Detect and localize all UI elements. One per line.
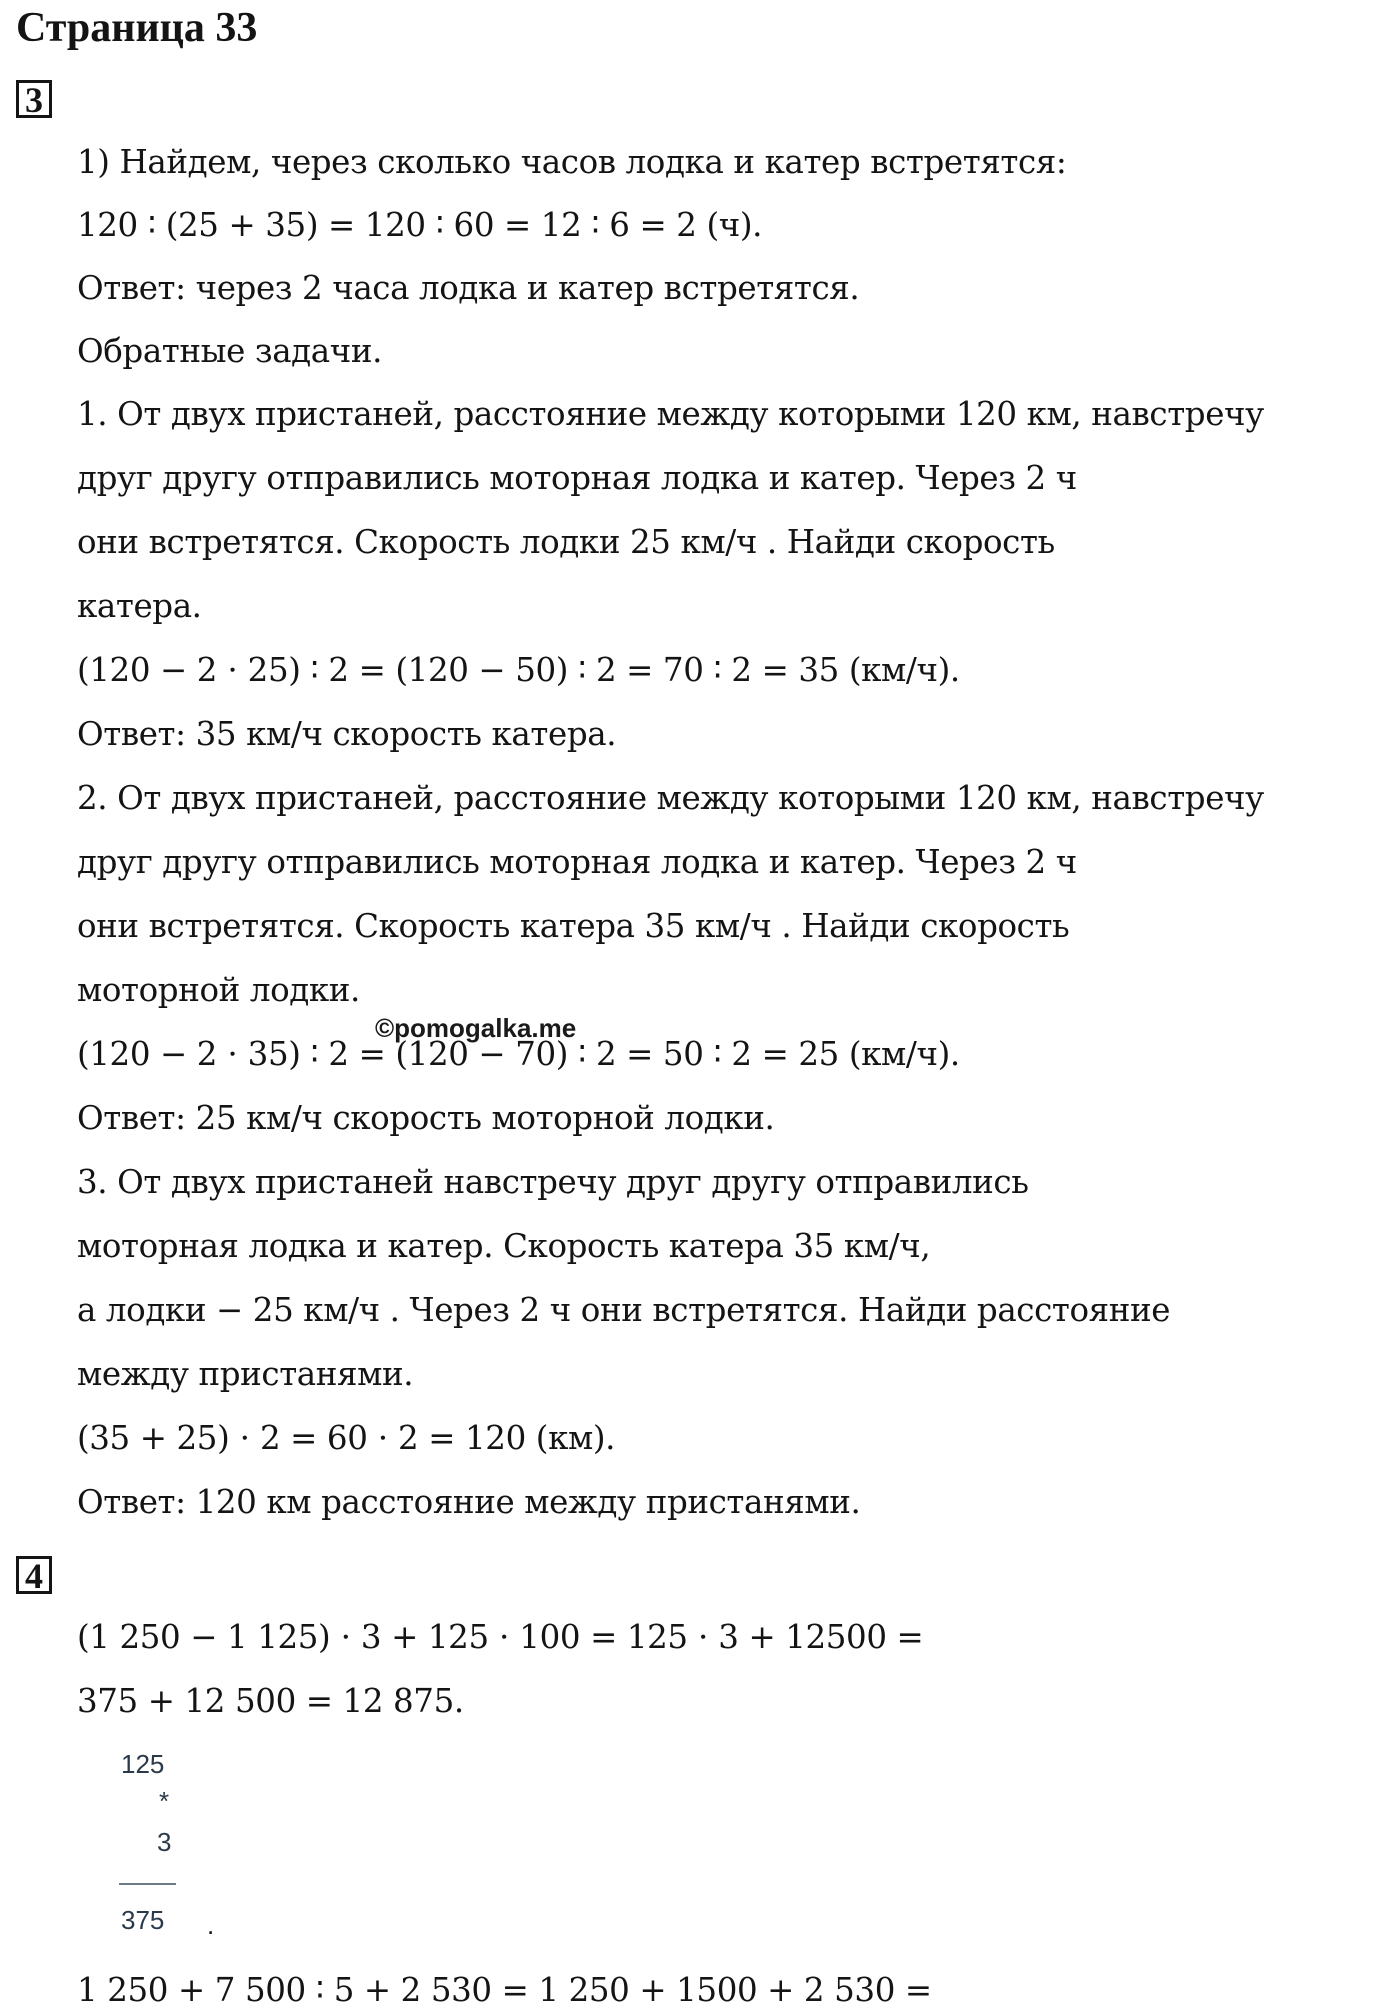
task3-line-17: 3. От двух пристаней навстречу друг другу отправились	[77, 1163, 1029, 1201]
column-calc-bottom: 3	[157, 1827, 172, 1857]
task3-line-18: моторная лодка и катер. Скорость катера 35 км/ч,	[77, 1227, 931, 1265]
task3-line-6: друг другу отправились моторная лодка и катер. Через 2 ч	[77, 459, 1077, 497]
column-calc-rule	[119, 1883, 176, 1885]
column-calc-trailing-dot: .	[207, 1910, 215, 1940]
task4-line-3: 1 250 + 7 500 ∶ 5 + 2 530 = 1 250 + 1500 + 2 530 =	[77, 1971, 932, 2009]
task3-line-16: Ответ: 25 км/ч скорость моторной лодки.	[77, 1099, 775, 1137]
task3-line-1: 1) Найдем, через сколько часов лодка и катер встретятся:	[77, 143, 1067, 181]
task3-line-8: катера.	[77, 587, 202, 625]
task-number-3: 3	[16, 80, 52, 118]
column-calc-result: 375	[121, 1905, 165, 1935]
task3-line-20: между пристанями.	[77, 1355, 414, 1393]
task3-line-14: моторной лодки.	[77, 971, 360, 1009]
task3-line-2: 120 ∶ (25 + 35) = 120 ∶ 60 = 12 ∶ 6 = 2 (ч).	[77, 206, 763, 244]
task3-line-5: 1. От двух пристаней, расстояние между которыми 120 км, навстречу	[77, 395, 1264, 433]
task4-line-1: (1 250 − 1 125) ⋅ 3 + 125 ⋅ 100 = 125 ⋅ 3 + 12500 =	[77, 1618, 924, 1656]
task3-line-22: Ответ: 120 км расстояние между пристанями.	[77, 1483, 861, 1521]
watermark: ©pomogalka.me	[375, 1013, 577, 1043]
task3-line-4: Обратные задачи.	[77, 332, 383, 370]
task3-line-10: Ответ: 35 км/ч скорость катера.	[77, 715, 617, 753]
task3-line-12: друг другу отправились моторная лодка и катер. Через 2 ч	[77, 843, 1077, 881]
task4-line-2: 375 + 12 500 = 12 875.	[77, 1682, 464, 1720]
page-title: Страница 33	[16, 5, 258, 51]
task3-line-11: 2. От двух пристаней, расстояние между которыми 120 км, навстречу	[77, 779, 1264, 817]
task3-line-19: а лодки − 25 км/ч . Через 2 ч они встретятся. Найди расстояние	[77, 1291, 1171, 1329]
task3-line-3: Ответ: через 2 часа лодка и катер встретятся.	[77, 269, 860, 307]
task3-line-9: (120 − 2 ⋅ 25) ∶ 2 = (120 − 50) ∶ 2 = 70 ∶ 2 = 35 (км/ч).	[77, 651, 960, 689]
column-calc-operator: *	[159, 1786, 170, 1816]
task3-line-15: (120 − 2 ⋅ 35) ∶ 2 = (120 − 70) ∶ 2 = 50 ∶ 2 = 25 (км/ч).	[77, 1035, 960, 1073]
task3-line-13: они встретятся. Скорость катера 35 км/ч . Найди скорость	[77, 907, 1070, 945]
column-calc-top: 125	[121, 1749, 165, 1779]
task-number-4: 4	[16, 1556, 52, 1594]
task3-line-21: (35 + 25) ⋅ 2 = 60 ⋅ 2 = 120 (км).	[77, 1419, 616, 1457]
task3-line-7: они встретятся. Скорость лодки 25 км/ч . Найди скорость	[77, 523, 1055, 561]
